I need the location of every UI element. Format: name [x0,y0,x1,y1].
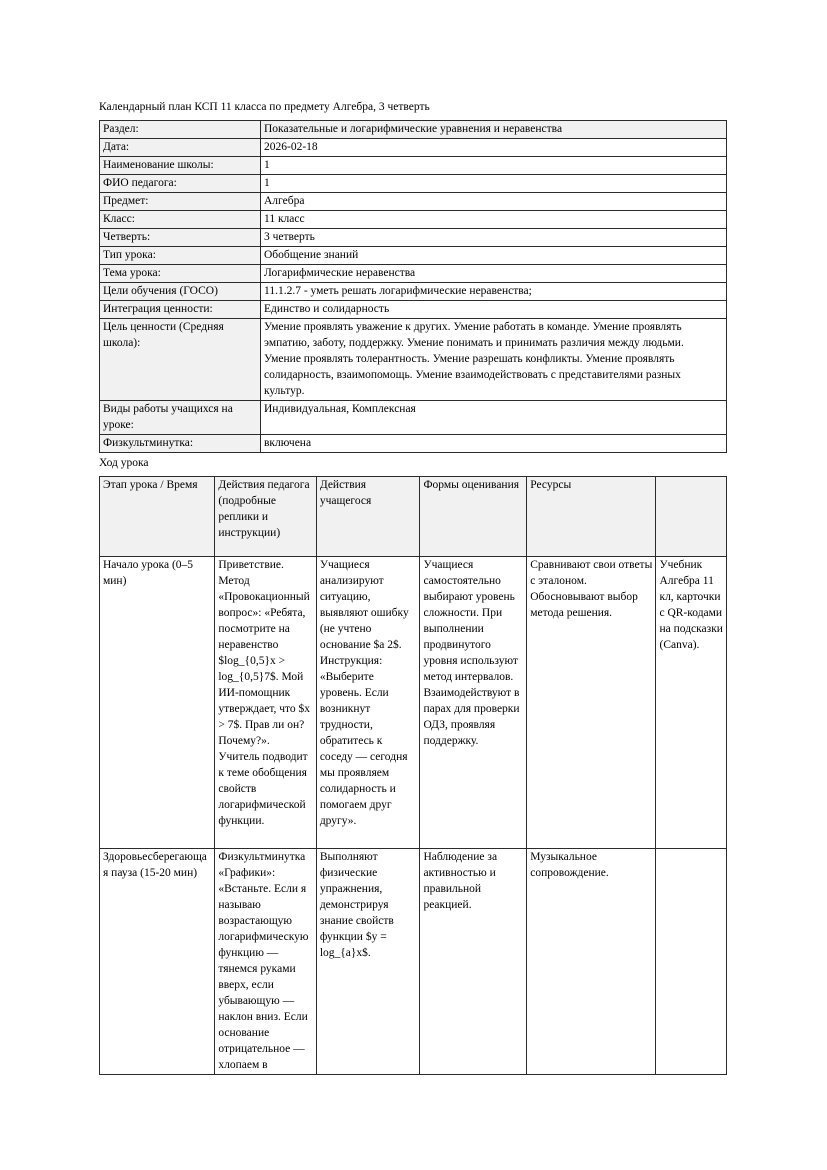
column-header-stage: Этап урока / Время [100,477,215,557]
cell-assessment-forms: Учащиеся самостоятельно выбирают уровень сложности. При выполнении продвинутого уровня используют метод интервалов. Взаимодействуют в парах для проверки ОДЗ, проявляя поддержку. [420,557,527,849]
table-row [100,435,727,453]
info-value: 11.1.2.7 - уметь решать логарифмические неравенства; [261,283,727,301]
table-row [100,229,727,247]
table-row [100,283,727,301]
info-label: Дата: [100,139,261,157]
info-value: Показательные и логарифмические уравнения и неравенства [261,121,727,139]
cell-resources: Музыкальное сопровождение. [527,849,656,1075]
info-label: Четверть: [100,229,261,247]
info-value: Алгебра [261,193,727,211]
lesson-flow-table [99,476,727,1075]
info-value: включена [261,435,727,453]
info-label: Тема урока: [100,265,261,283]
info-label: Виды работы учащихся на уроке: [100,401,261,435]
lesson-flow-body [100,557,727,1075]
table-row [100,139,727,157]
info-label: Наименование школы: [100,157,261,175]
table-row [100,211,727,229]
cell-stage: Здоровьесберегающая пауза (15-20 мин) [100,849,215,1075]
document-content [99,99,727,1075]
info-value: 11 класс [261,211,727,229]
table-header-row [100,477,727,557]
lesson-info-body [100,121,727,453]
info-value: 3 четверть [261,229,727,247]
info-value: 1 [261,157,727,175]
info-label: Раздел: [100,121,261,139]
cell-teacher-actions: Физкультминутка «Графики»: «Встаньте. Если я называю возрастающую логарифмическую функцию — тянемся руками вверх, если убывающую — наклон вниз. Если основание отрицательное — хлопаем в [215,849,316,1075]
info-value: Умение проявлять уважение к других. Умение работать в команде. Умение проявлять эмпатию, заботу, поддержку. Умение понимать и принимать различия между людьми. Умение проявлять толерантность. Умение разрешать конфликты. Умение проявлять солидарность, взаимопомощь. Умение взаимодействовать с представителями разных культур. [261,319,727,401]
table-row [100,319,727,401]
table-row [100,157,727,175]
column-header-assessment-forms: Формы оценивания [420,477,527,557]
column-header-teacher-actions: Действия педагога (подробные реплики и инструкции) [215,477,316,557]
info-value: 1 [261,175,727,193]
lesson-info-table [99,120,727,453]
cell-resources: Сравнивают свои ответы с эталоном. Обосновывают выбор метода решения. [527,557,656,849]
info-label: Класс: [100,211,261,229]
info-value: 2026-02-18 [261,139,727,157]
info-value: Логарифмические неравенства [261,265,727,283]
cell-teacher-actions: Приветствие. Метод «Провокационный вопрос»: «Ребята, посмотрите на неравенство $log_{0,5}x > log_{0,5}7$. Мой ИИ-помощник утверждает, что $x > 7$. Прав ли он? Почему?». Учитель подводит к теме обобщения свойств логарифмической функции. [215,557,316,849]
table-row [100,193,727,211]
table-row [100,557,727,849]
column-header-extra [656,477,727,557]
table-row [100,849,727,1075]
table-row [100,247,727,265]
table-row [100,265,727,283]
cell-assessment-forms: Наблюдение за активностью и правильной реакцией. [420,849,527,1075]
info-value: Обобщение знаний [261,247,727,265]
page-title: Календарный план КСП 11 класса по предмету Алгебра, 3 четверть [99,101,430,113]
table-row [100,175,727,193]
info-label: Цели обучения (ГОСО) [100,283,261,301]
info-label: Цель ценности (Средняя школа): [100,319,261,401]
cell-student-actions: Выполняют физические упражнения, демонстрируя знание свойств функции $y = log_{a}x$. [316,849,420,1075]
info-label: Интеграция ценности: [100,301,261,319]
cell-extra [656,849,727,1075]
info-label: Тип урока: [100,247,261,265]
cell-stage: Начало урока (0–5 мин) [100,557,215,849]
table-row [100,301,727,319]
column-header-student-actions: Действия учащегося [316,477,420,557]
info-value: Единство и солидарность [261,301,727,319]
info-label: Физкультминутка: [100,435,261,453]
lesson-flow-head [100,477,727,557]
info-value: Индивидуальная, Комплексная [261,401,727,435]
lesson-flow-heading: Ход урока [99,457,149,469]
column-header-resources: Ресурсы [527,477,656,557]
table-row [100,401,727,435]
info-label: Предмет: [100,193,261,211]
cell-extra: Учебник Алгебра 11 кл, карточки с QR-кодами на подсказки (Canva). [656,557,727,849]
cell-student-actions: Учащиеся анализируют ситуацию, выявляют ошибку (не учтено основание $a 2$. Инструкция: «Выберите уровень. Если возникнут трудности, обратитесь к соседу — сегодня мы проявляем солидарность и помогаем друг другу». [316,557,420,849]
table-row [100,121,727,139]
info-label: ФИО педагога: [100,175,261,193]
